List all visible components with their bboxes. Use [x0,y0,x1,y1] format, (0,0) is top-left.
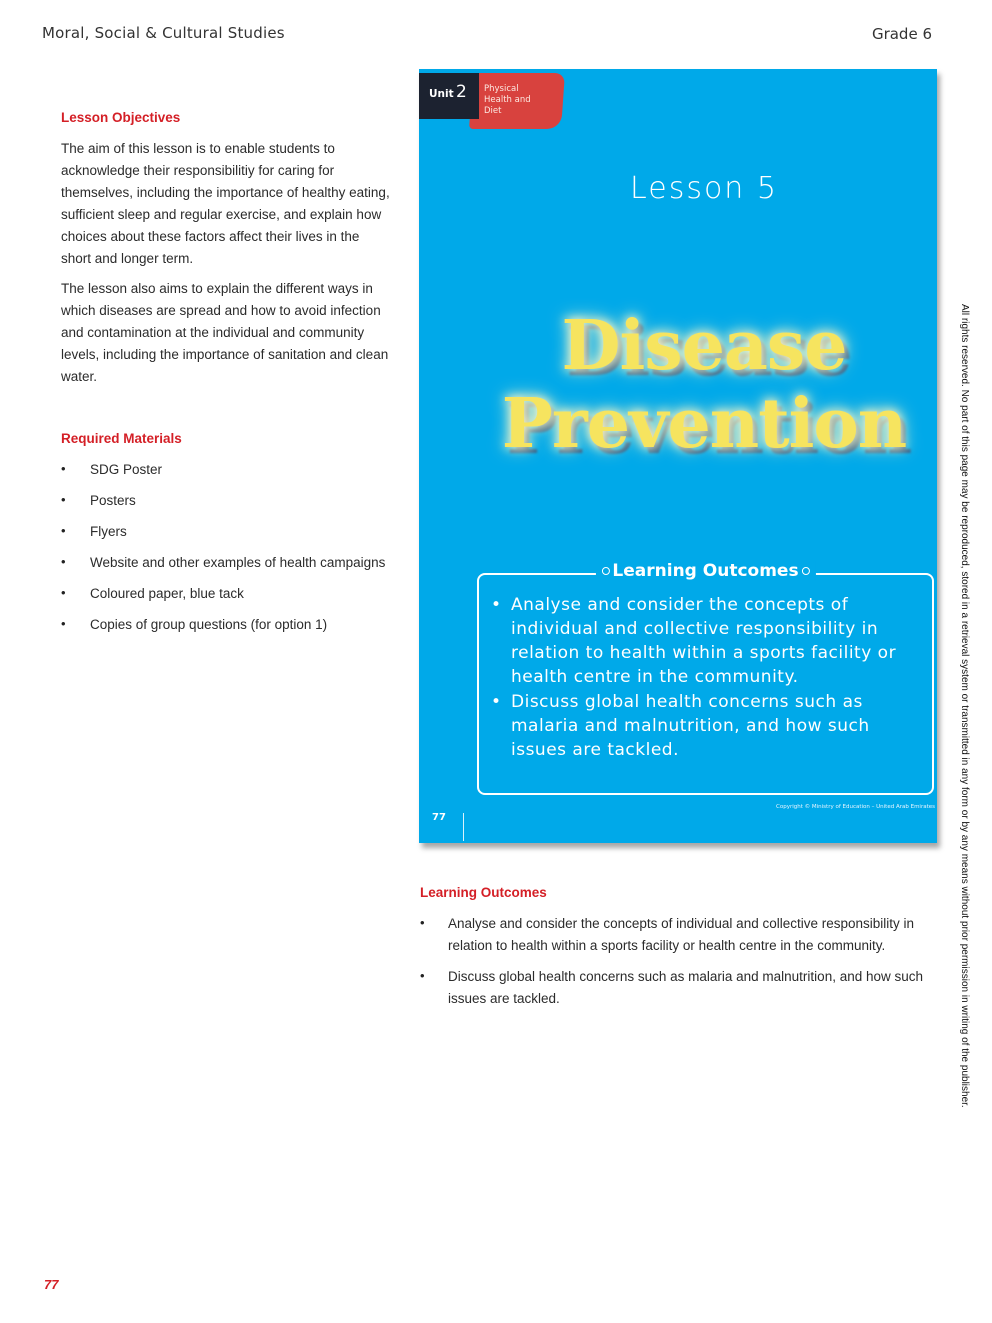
list-item: • Analyse and consider the concepts of individual and collective responsibility in relation to health within a sports facility or health centre in the community. [489,593,929,689]
subject-header: Moral, Social & Cultural Studies [42,24,285,42]
lesson-objectives-title: Lesson Objectives [61,110,181,125]
cover-page-number: 77 [432,812,446,823]
list-item: • Posters [61,490,385,521]
unit-label: Unit [429,88,454,100]
cover-copyright: Copyright © Ministry of Education – United Arab Emirates [776,804,935,810]
objectives-paragraph: The lesson also aims to explain the different ways in which diseases are spread and how to avoid infection and contamination at the individual and community levels, including the importance of sanitation and clean water. [61,281,389,384]
required-materials-title: Required Materials [61,431,182,446]
list-item: • Discuss global health concerns such as malaria and malnutrition, and how such issues are tackled. [489,690,929,762]
list-item: • Copies of group questions (for option 1) [61,614,385,645]
circle-icon [802,567,810,575]
list-item: • Flyers [61,521,385,552]
unit-number: 2 [456,82,467,102]
objectives-paragraph: The aim of this lesson is to enable students to acknowledge their responsibilitiy for caring for themselves, including the importance of healthy eating, sufficient sleep and regular exercise, and explain how choices about these factors affect their lives in the short and longer term. [61,141,390,266]
list-item: • Coloured paper, blue tack [61,583,385,614]
list-item: • Website and other examples of health campaigns [61,552,385,583]
cover-outcomes-title: Learning Outcomes [612,561,799,581]
cover-learning-outcomes-box [477,561,934,795]
lesson-cover-image [419,69,937,843]
learning-outcomes-list [420,913,925,1019]
rights-notice: All rights reserved. No part of this page may be reproduced, stored in a retrieval system or transmitted in any form or by any means without prior permission in writing of the publisher. [959,304,970,1108]
lesson-number: Lesson 5 [630,171,778,206]
cover-outcomes-list [489,593,929,763]
divider [463,813,464,841]
list-item: • Discuss global health concerns such as malaria and malnutrition, and how such issues are tackled. [420,966,925,1010]
page-number: 77 [44,1277,59,1292]
cover-title: Disease Prevention [501,306,907,464]
circle-icon [601,567,609,575]
learning-outcomes-title: Learning Outcomes [420,885,547,900]
cover-outcomes-heading [595,561,815,581]
list-item: • SDG Poster [61,459,385,490]
unit-tag [419,73,569,128]
list-item: • Analyse and consider the concepts of individual and collective responsibility in relation to health within a sports facility or health centre in the community. [420,913,925,957]
unit-topic: Physical Health and Diet [484,84,531,116]
materials-list [61,459,385,645]
grade-header: Grade 6 [871,25,932,43]
